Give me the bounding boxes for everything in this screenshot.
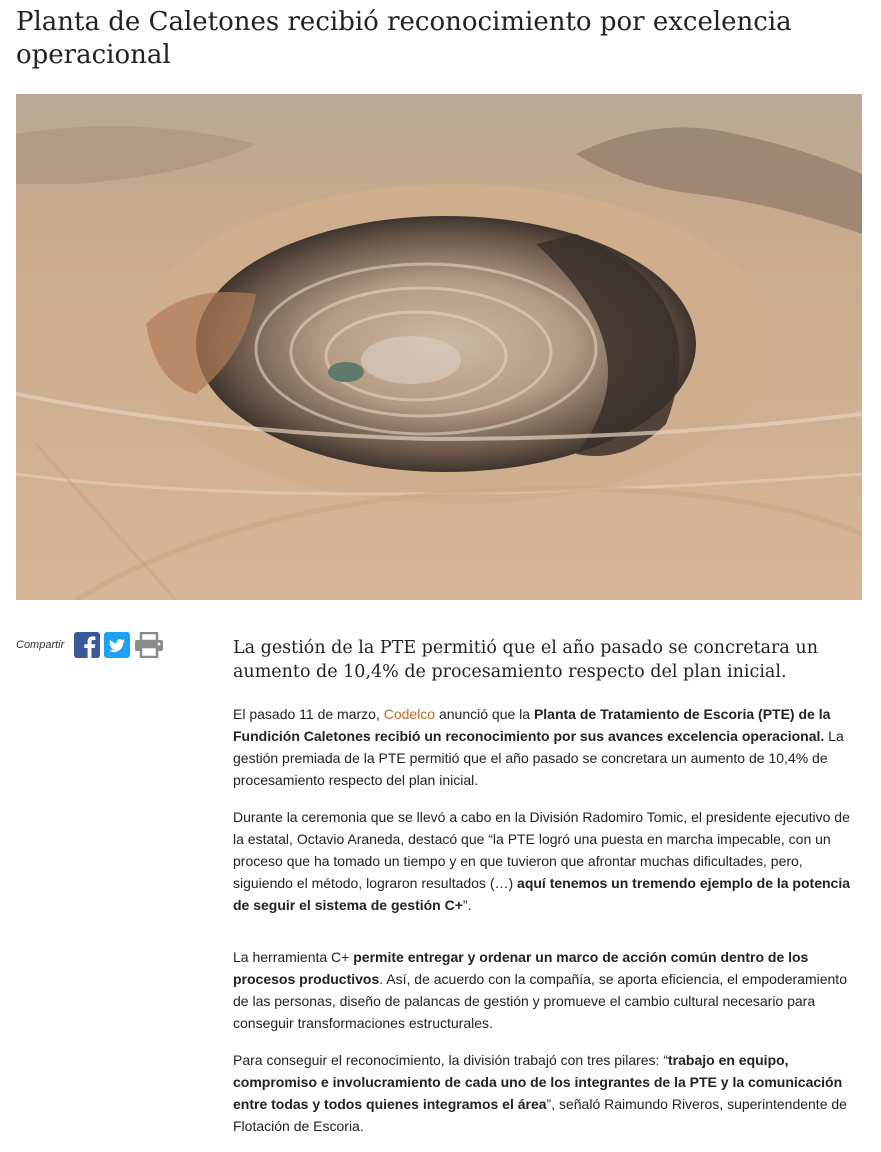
print-icon[interactable] — [134, 632, 164, 658]
facebook-icon[interactable] — [74, 632, 100, 658]
paragraph-2: Durante la ceremonia que se llevó a cabo en la División Radomiro Tomic, el presidente ejecutivo de la estatal, Octavio Araneda, destacó que “la PTE logró una puesta en marcha impecable, con un proceso que ha tomado un tiempo y en que tuvieron que afrontar muchas dificultades, pero, siguiendo el método, lograron resultados (…) aquí tenemos un tremendo ejemplo de la potencia de seguir el sistema de gestión C+”. — [233, 809, 850, 913]
open-pit-mine-aerial-photo — [16, 94, 862, 600]
paragraph-3: La herramienta C+ permite entregar y ordenar un marco de acción común dentro de los procesos productivos. Así, de acuerdo con la compañía, se aporta eficiencia, el empoderamiento de las personas, diseño de palancas de gestión y promueve el cambio cultural necesario para conseguir transformaciones estructurales. — [233, 949, 847, 1031]
share-bar — [16, 630, 164, 660]
paragraph-4: Para conseguir el reconocimiento, la división trabajó con tres pilares: “trabajo en equipo, compromiso e involucramiento de cada uno de los integrantes de la PTE y la comunicación entre todas y todos quienes integramos el área”, señaló Raimundo Riveros, superintendente de Flotación de Escoria. — [233, 1052, 847, 1134]
codelco-link[interactable]: Codelco — [383, 706, 436, 722]
twitter-icon[interactable] — [104, 632, 130, 658]
share-label: Compartir — [16, 639, 65, 651]
paragraph-1: El pasado 11 de marzo, Codelco anunció que la Planta de Tratamiento de Escoria (PTE) de la Fundición Caletones recibió un reconocimiento por sus avances excelencia operacional. La gestión premiada de la PTE permitió que el año pasado se concretara un aumento de 10,4% de procesamiento respecto del plan inicial. — [233, 706, 844, 788]
article-lead: La gestión de la PTE permitió que el año pasado se concretara un aumento de 10,4% de procesamiento respecto del plan inicial. — [233, 638, 818, 682]
article-body — [233, 636, 863, 1152]
hero-image — [16, 94, 862, 600]
article-title: Planta de Caletones recibió reconocimiento por excelencia operacional — [16, 7, 792, 70]
